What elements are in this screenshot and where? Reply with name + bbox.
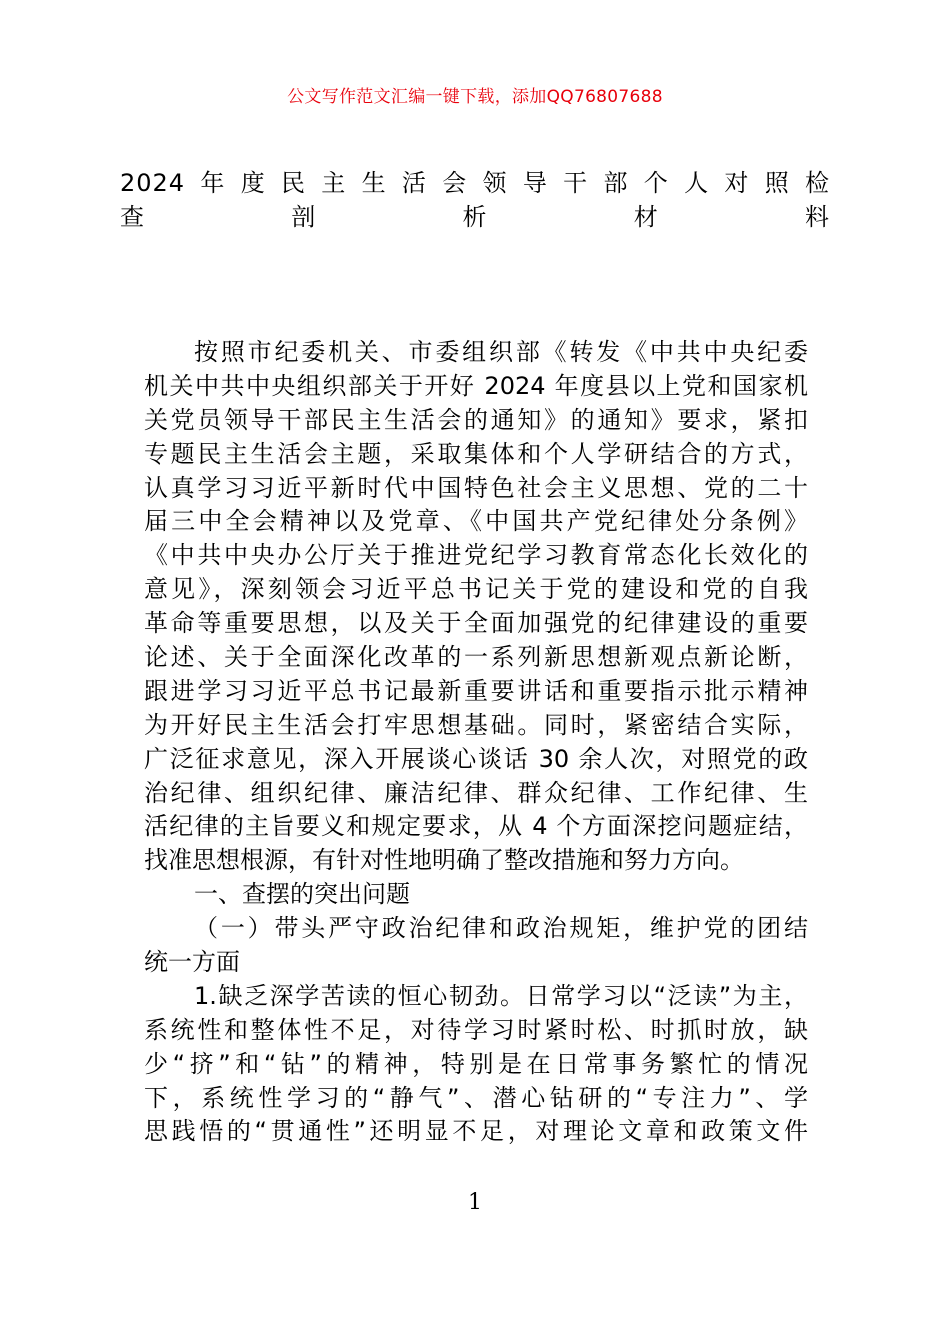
body-line: 治纪律、组织纪律、廉洁纪律、群众纪律、工作纪律、生 [144,778,808,807]
title-line-1: 2024年度民主生活会领导干部个人对照检 [120,169,830,197]
body-line: 机关中共中央组织部关于开好 2024 年度县以上党和国家机 [144,371,808,400]
banner-text: 公文写作范文汇编一键下载，添加QQ76807688 [287,87,663,107]
body-line: 系统性和整体性不足，对待学习时紧时松、时抓时放，缺 [144,1015,808,1044]
body-line: 认真学习习近平新时代中国特色社会主义思想、党的二十 [144,473,808,502]
body-line: 按照市纪委机关、市委组织部《转发《中共中央纪委 [194,338,808,366]
body-line: 思践悟的“贯通性”还明显不足，对理论文章和政策文件 [144,1117,808,1146]
body-line: 关党员领导干部民主生活会的通知》的通知》要求，紧扣 [144,405,808,434]
subsection-heading: （一）带头严守政治纪律和政治规矩，维护党的团结 [194,914,808,943]
subsection-heading-cont: 统一方面 [144,948,240,977]
body-line: 下，系统性学习的“静气”、潜心钻研的“专注力”、学 [144,1083,808,1112]
body-line: 意见》，深刻领会习近平总书记关于党的建设和党的自我 [144,575,808,604]
body-line: 1.缺乏深学苦读的恒心韧劲。日常学习以“泛读”为主， [194,981,808,1010]
body-line: 革命等重要思想，以及关于全面加强党的纪律建设的重要 [144,609,808,638]
document-body [144,336,808,1149]
body-line: 广泛征求意见，深入开展谈心谈话 30 余人次，对照党的政 [144,744,808,773]
body-line: 活纪律的主旨要义和规定要求，从 4 个方面深挖问题症结， [144,812,808,841]
document-title [120,167,830,235]
body-line: 找准思想根源，有针对性地明确了整改措施和努力方向。 [144,846,744,875]
body-line: 为开好民主生活会打牢思想基础。同时，紧密结合实际， [144,710,808,739]
body-line: 少“挤”和“钻”的精神，特别是在日常事务繁忙的情况 [144,1049,808,1078]
title-line-2: 查剖析材料 [120,202,830,231]
body-line: 《中共中央办公厅关于推进党纪学习教育常态化长效化的 [144,541,808,570]
page-number [0,1190,950,1216]
body-line: 论述、关于全面深化改革的一系列新思想新观点新论断， [144,643,808,672]
body-line: 跟进学习习近平总书记最新重要讲话和重要指示批示精神 [144,676,808,705]
header-banner [0,86,950,108]
section-heading: 一、查摆的突出问题 [194,880,410,909]
body-line: 届三中全会精神以及党章、《中国共产党纪律处分条例》 [144,507,808,536]
body-line: 专题民主生活会主题，采取集体和个人学研结合的方式， [144,439,808,468]
page-number-text: 1 [468,1190,482,1215]
